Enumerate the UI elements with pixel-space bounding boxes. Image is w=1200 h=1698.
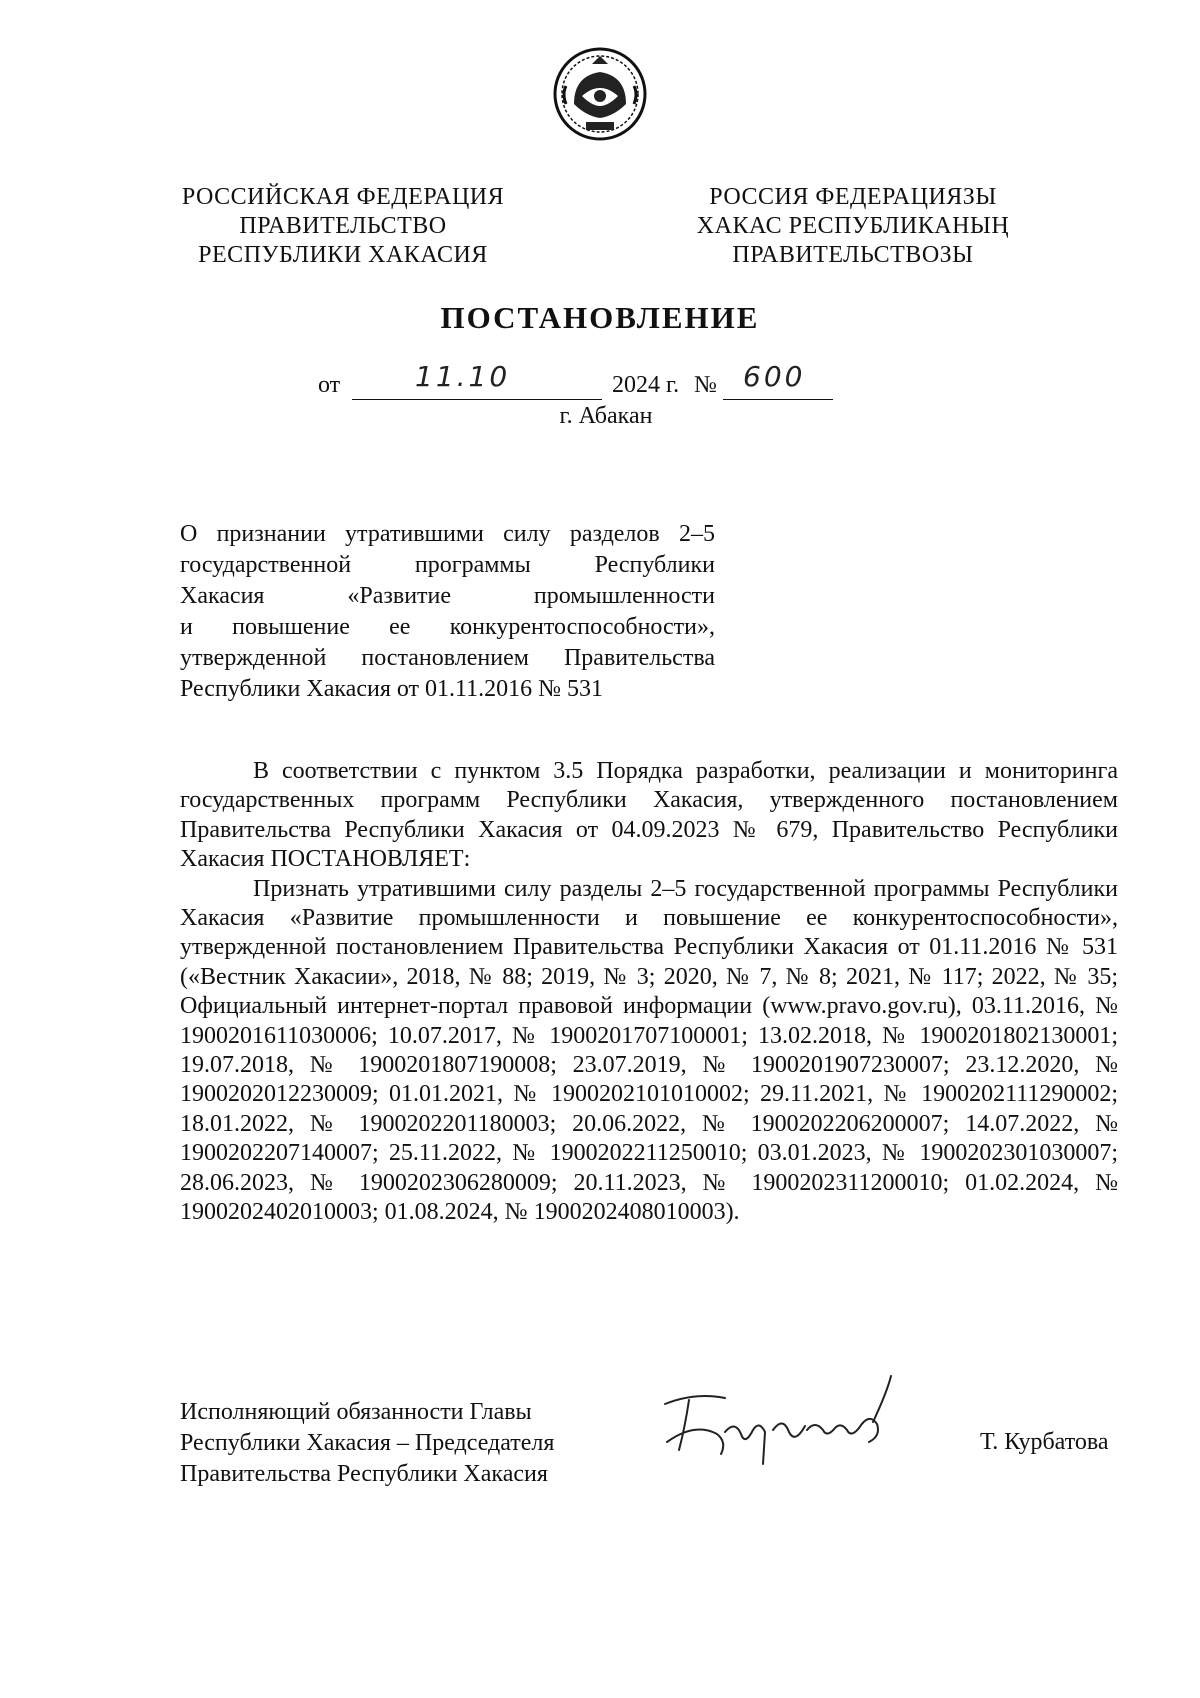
- date-underline: [352, 399, 602, 400]
- body-paragraph: В соответствии с пунктом 3.5 Порядка разработки, реализации и мониторинга государственных программ Республики Хакасия, утвержденного постановлением Правительства Республики Хакасия от 04.09.2023 № 679, Правительство Республики Хакасия ПОСТАНОВЛЯЕТ:: [180, 758, 1118, 873]
- signatory-position-line: Правительства Республики Хакасия: [180, 1461, 548, 1487]
- header-left: [163, 183, 523, 270]
- header-left-line: РОССИЙСКАЯ ФЕДЕРАЦИЯ: [181, 184, 505, 210]
- header-left-line: РЕСПУБЛИКИ ХАКАСИЯ: [198, 242, 488, 268]
- signatory-position: [180, 1397, 554, 1490]
- subject-line: Республики Хакасия от 01.11.2016 № 531: [180, 676, 604, 702]
- subject-block: [180, 519, 715, 705]
- number-underline: [723, 399, 833, 400]
- signatory-position-line: Исполняющий обязанности Главы: [180, 1399, 532, 1425]
- date-handwritten: 11.10: [415, 360, 511, 393]
- number-label: №: [694, 372, 717, 398]
- subject-line: О признании утратившими силу разделов 2–5: [180, 521, 715, 547]
- handwritten-signature: [655, 1372, 915, 1468]
- header-right: [673, 183, 1033, 270]
- date-year: 2024 г.: [612, 372, 680, 398]
- signatory-position-line: Республики Хакасия – Председателя: [180, 1430, 555, 1456]
- document-body: [180, 757, 1118, 1228]
- signatory-name: Т. Курбатова: [980, 1429, 1109, 1455]
- header-left-line: ПРАВИТЕЛЬСТВО: [239, 213, 447, 239]
- subject-line: утвержденной постановлением Правительства: [180, 645, 715, 671]
- city-line: г. Абакан: [559, 403, 653, 429]
- number-handwritten: 600: [743, 360, 806, 393]
- document-title: ПОСТАНОВЛЕНИЕ: [440, 300, 760, 335]
- coat-of-arms-emblem: [552, 46, 648, 142]
- subject-line: государственной программы Республики: [180, 552, 715, 578]
- subject-line: Хакасия «Развитие промышленности: [180, 583, 715, 609]
- subject-line: и повышение ее конкурентоспособности»,: [180, 614, 715, 640]
- header-right-line: ПРАВИТЕЛЬСТВОЗЫ: [732, 242, 974, 268]
- header-right-line: РОССИЯ ФЕДЕРАЦИЯЗЫ: [709, 184, 997, 210]
- header-right-line: ХАКАС РЕСПУБЛИКАНЫҢ: [696, 213, 1010, 239]
- date-prefix: от: [318, 372, 341, 398]
- body-paragraph: Признать утратившими силу разделы 2–5 государственной программы Республики Хакасия «Развитие промышленности и повышение ее конкурентоспособности», утвержденной постановлением Правительства Республики Хакасия от 01.11.2016 № 531 («Вестник Хакасии», 2018, № 88; 2019, № 3; 2020, № 7, № 8; 2021, № 117; 2022, № 35; Официальный интернет-портал правовой информации (www.pravo.gov.ru), 03.11.2016, № 1900201611030006; 10.07.2017, № 1900201707100001; 13.02.2018, № 1900201802130001; 19.07.2018, № 1900201807190008; 23.07.2019, № 1900201907230007; 23.12.2020, № 1900202012230009; 01.01.2021, № 1900202101010002; 29.11.2021, № 1900202111290002; 18.01.2022, № 1900202201180003; 20.06.2022, № 1900202206200007; 14.07.2022, № 1900202207140007; 25.11.2022, № 1900202211250010; 03.01.2023, № 1900202301030007; 28.06.2023, № 1900202306280009; 20.11.2023, № 1900202311200010; 01.02.2024, № 1900202402010003; 01.08.2024, № 1900202408010003).: [180, 875, 1118, 1226]
